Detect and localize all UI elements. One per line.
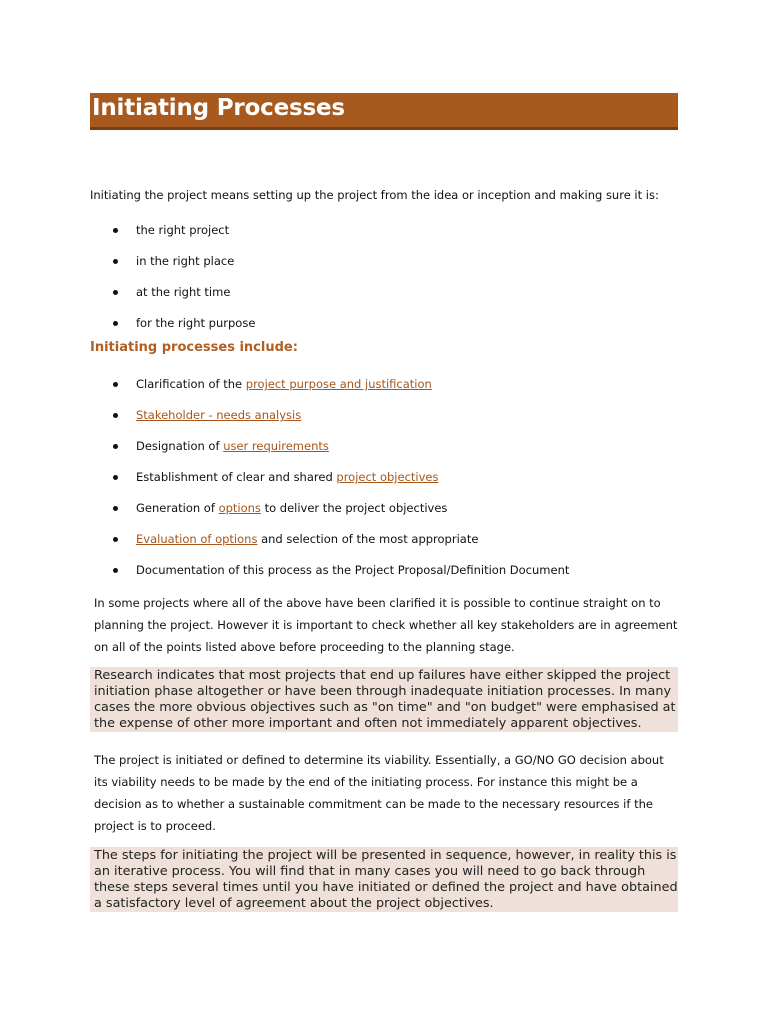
link-evaluation-of-options[interactable]: Evaluation of options xyxy=(136,532,258,546)
item-text: Clarification of the xyxy=(136,377,246,391)
link-user-requirements[interactable]: user requirements xyxy=(223,439,329,453)
title-bar xyxy=(90,93,678,130)
bullet-icon xyxy=(113,259,118,264)
item-text: Designation of xyxy=(136,439,224,453)
paragraph-clarified: In some projects where all of the above have been clarified it is possible to continue straight on to planning the project. However it is important to check whether all key stakeholders are in agreement on all of the points listed above before proceeding to the planning stage. xyxy=(94,596,678,654)
bullet-icon xyxy=(113,444,118,449)
intro-text: Initiating the project means setting up the project from the idea or inception and making sure it is: xyxy=(90,188,659,202)
criteria-list xyxy=(113,223,255,347)
bullet-icon xyxy=(113,228,118,233)
list-item: the right project xyxy=(113,223,255,254)
link-stakeholder-analysis[interactable]: Stakeholder - needs analysis xyxy=(136,408,302,422)
callout-research: Research indicates that most projects that end up failures have either skipped the project initiation phase altogether or have been through inadequate initiation processes. In many cases the more obvious objectives such as "on time" and "on budget" were emphasised at the expense of other more important and often not immediately apparent objectives. xyxy=(90,667,678,732)
bullet-icon xyxy=(113,382,118,387)
list-item: for the right purpose xyxy=(113,316,255,347)
link-project-objectives[interactable]: project objectives xyxy=(336,470,439,484)
item-text: and selection of the most appropriate xyxy=(257,532,479,546)
list-item xyxy=(113,563,569,594)
list-item xyxy=(113,408,569,439)
callout-steps: The steps for initiating the project will be presented in sequence, however, in reality this is an iterative process. You will find that in many cases you will need to go back through these steps several times until you have initiated or defined the project and have obtained a satisfactory level of agreement about the project objectives. xyxy=(90,847,678,912)
list-item xyxy=(113,470,569,501)
bullet-icon xyxy=(113,290,118,295)
page-title: Initiating Processes xyxy=(92,95,345,121)
section-heading: Initiating processes include: xyxy=(90,340,298,355)
item-text: to deliver the project objectives xyxy=(260,501,448,515)
list-item xyxy=(113,439,569,470)
bullet-icon xyxy=(113,413,118,418)
list-item xyxy=(113,532,569,563)
bullet-icon xyxy=(113,506,118,511)
list-item xyxy=(113,377,569,408)
item-text: Establishment of clear and shared xyxy=(136,470,337,484)
paragraph-viability: The project is initiated or defined to determine its viability. Essentially, a GO/NO GO decision about its viability needs to be made by the end of the initiating process. For instance this might be a decision as to whether a sustainable commitment can be made to the necessary resources if the project is to proceed. xyxy=(94,753,664,833)
item-text: Generation of xyxy=(136,501,219,515)
bullet-icon xyxy=(113,537,118,542)
processes-list xyxy=(113,377,569,594)
bullet-icon xyxy=(113,321,118,326)
item-text: Documentation of this process as the Project Proposal/Definition Document xyxy=(136,563,570,577)
list-item: at the right time xyxy=(113,285,255,316)
link-options[interactable]: options xyxy=(218,501,261,515)
bullet-icon xyxy=(113,475,118,480)
bullet-icon xyxy=(113,568,118,573)
link-project-purpose[interactable]: project purpose and justification xyxy=(245,377,432,391)
list-item: in the right place xyxy=(113,254,255,285)
list-item xyxy=(113,501,569,532)
